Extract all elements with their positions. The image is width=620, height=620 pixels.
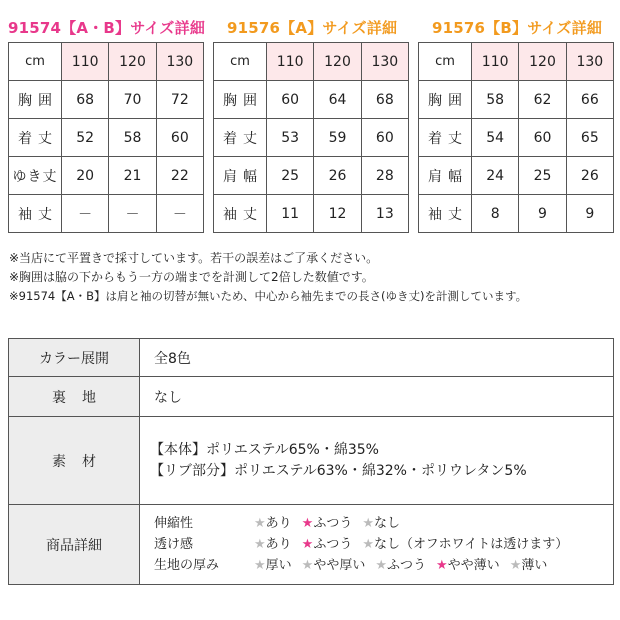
- size-cell: 62: [519, 81, 566, 119]
- size-block-91576-a: [213, 18, 409, 233]
- feature-name: 透け感: [154, 537, 194, 552]
- size-table: [418, 42, 614, 233]
- size-cell: 26: [314, 157, 361, 195]
- size-header: 130: [361, 43, 408, 81]
- size-block-91574-ab: [8, 18, 204, 233]
- feature-option: [254, 555, 292, 576]
- feature-option-label: なし（オフホワイトは透けます）: [374, 537, 569, 552]
- size-table-title: 91576【A】サイズ詳細: [227, 19, 398, 37]
- size-cell: 66: [566, 81, 613, 119]
- feature-option: [436, 555, 500, 576]
- size-cell: 54: [472, 119, 519, 157]
- size-cell: 58: [109, 119, 156, 157]
- size-cell: 13: [361, 195, 408, 233]
- feature-option: [302, 513, 353, 534]
- product-label: 商品詳細: [9, 505, 140, 585]
- row-label: 胸囲: [9, 81, 62, 119]
- size-cell: 11: [267, 195, 314, 233]
- size-table: [8, 42, 204, 233]
- size-cell: 58: [472, 81, 519, 119]
- size-cell: 21: [109, 157, 156, 195]
- feature-option: [302, 555, 366, 576]
- note-line: ※胸囲は脇の下からもう一方の端までを計測して2倍した数値です。: [9, 270, 374, 284]
- material-line: 【リブ部分】ポリエステル63%・綿32%・ポリウレタン5%: [150, 462, 527, 479]
- feature-name: 伸縮性: [154, 516, 194, 531]
- star-icon: ★: [301, 516, 314, 531]
- feature-option: [510, 555, 548, 576]
- size-cell: 12: [314, 195, 361, 233]
- size-table: [213, 42, 409, 233]
- size-header: 110: [267, 43, 314, 81]
- size-cell: 9: [566, 195, 613, 233]
- feature-option-label: ふつう: [313, 516, 353, 531]
- size-cell: 70: [109, 81, 156, 119]
- size-cell: 65: [566, 119, 613, 157]
- lining-label-cell: [9, 377, 140, 417]
- row-label: ゆき丈: [9, 157, 62, 195]
- star-icon: ★: [301, 537, 314, 552]
- row-label: 着丈: [9, 119, 62, 157]
- row-label: 袖丈: [9, 195, 62, 233]
- feature-option: [375, 555, 426, 576]
- material-label: 素材: [52, 453, 112, 470]
- unit-header: cm: [9, 43, 62, 81]
- size-table-title: 91574【A・B】サイズ詳細: [8, 19, 206, 37]
- feature-option-label: 厚い: [265, 558, 292, 573]
- size-header: 120: [519, 43, 566, 81]
- size-cell: 59: [314, 119, 361, 157]
- row-label: 袖丈: [419, 195, 472, 233]
- size-header: 110: [62, 43, 109, 81]
- star-icon: ★: [254, 537, 266, 552]
- product-details-table: [8, 338, 614, 585]
- row-label: 肩幅: [214, 157, 267, 195]
- size-notes: [9, 249, 527, 306]
- feature-option-label: 薄い: [521, 558, 548, 573]
- material-value: [140, 417, 614, 505]
- size-cell: 25: [519, 157, 566, 195]
- note-line: ※当店にて平置きで採寸しています。若干の誤差はご了承ください。: [9, 251, 379, 265]
- size-table-title: 91576【B】サイズ詳細: [432, 19, 603, 37]
- feature-option: [254, 513, 292, 534]
- star-icon: ★: [362, 537, 374, 552]
- size-cell: 60: [361, 119, 408, 157]
- size-header: 120: [109, 43, 156, 81]
- size-header: 120: [314, 43, 361, 81]
- row-label: 胸囲: [214, 81, 267, 119]
- row-label: 肩幅: [419, 157, 472, 195]
- size-header: 130: [156, 43, 203, 81]
- star-icon: ★: [301, 558, 314, 573]
- size-cell: 25: [267, 157, 314, 195]
- feature-option-label: ふつう: [387, 558, 427, 573]
- feature-option: [302, 534, 353, 555]
- feature-option-label: あり: [265, 537, 292, 552]
- size-cell: －: [62, 195, 109, 233]
- feature-option-label: やや厚い: [313, 558, 366, 573]
- feature-option-label: あり: [265, 516, 292, 531]
- size-cell: 60: [156, 119, 203, 157]
- row-label: 着丈: [214, 119, 267, 157]
- size-cell: 53: [267, 119, 314, 157]
- feature-row: [154, 534, 613, 555]
- color-value: 全8色: [140, 339, 614, 377]
- size-header: 110: [472, 43, 519, 81]
- size-cell: 60: [267, 81, 314, 119]
- unit-header: cm: [419, 43, 472, 81]
- note-line: ※91574【A・B】は肩と袖の切替が無いため、中心から袖先までの長さ(ゆき丈)を計測しています。: [9, 289, 528, 303]
- size-block-91576-b: [418, 18, 614, 233]
- size-cell: 9: [519, 195, 566, 233]
- row-label: 袖丈: [214, 195, 267, 233]
- size-cell: 8: [472, 195, 519, 233]
- feature-option-label: ふつう: [313, 537, 353, 552]
- feature-option: [362, 534, 568, 555]
- size-cell: 72: [156, 81, 203, 119]
- color-label: カラー展開: [9, 339, 140, 377]
- row-label: 胸囲: [419, 81, 472, 119]
- size-cell: －: [156, 195, 203, 233]
- size-cell: 52: [62, 119, 109, 157]
- feature-option-label: なし: [374, 516, 401, 531]
- feature-row: [154, 555, 613, 576]
- feature-option: [254, 534, 292, 555]
- size-cell: 26: [566, 157, 613, 195]
- size-cell: 28: [361, 157, 408, 195]
- feature-option-label: やや薄い: [447, 558, 500, 573]
- star-icon: ★: [509, 558, 522, 573]
- feature-list: [140, 505, 614, 585]
- feature-name: 生地の厚み: [154, 558, 220, 573]
- star-icon: ★: [254, 558, 266, 573]
- lining-label: 裏地: [52, 389, 112, 406]
- star-icon: ★: [375, 558, 387, 573]
- star-icon: ★: [362, 516, 374, 531]
- size-header: 130: [566, 43, 613, 81]
- star-icon: ★: [254, 516, 266, 531]
- lining-value: なし: [140, 377, 614, 417]
- size-cell: －: [109, 195, 156, 233]
- size-cell: 64: [314, 81, 361, 119]
- row-label: 着丈: [419, 119, 472, 157]
- size-cell: 60: [519, 119, 566, 157]
- material-line: 【本体】ポリエステル65%・綿35%: [150, 441, 379, 458]
- star-icon: ★: [436, 558, 448, 573]
- unit-header: cm: [214, 43, 267, 81]
- size-cell: 24: [472, 157, 519, 195]
- feature-row: [154, 513, 613, 534]
- size-cell: 68: [361, 81, 408, 119]
- size-cell: 22: [156, 157, 203, 195]
- size-cell: 68: [62, 81, 109, 119]
- feature-option: [362, 513, 400, 534]
- size-cell: 20: [62, 157, 109, 195]
- material-label-cell: [9, 417, 140, 505]
